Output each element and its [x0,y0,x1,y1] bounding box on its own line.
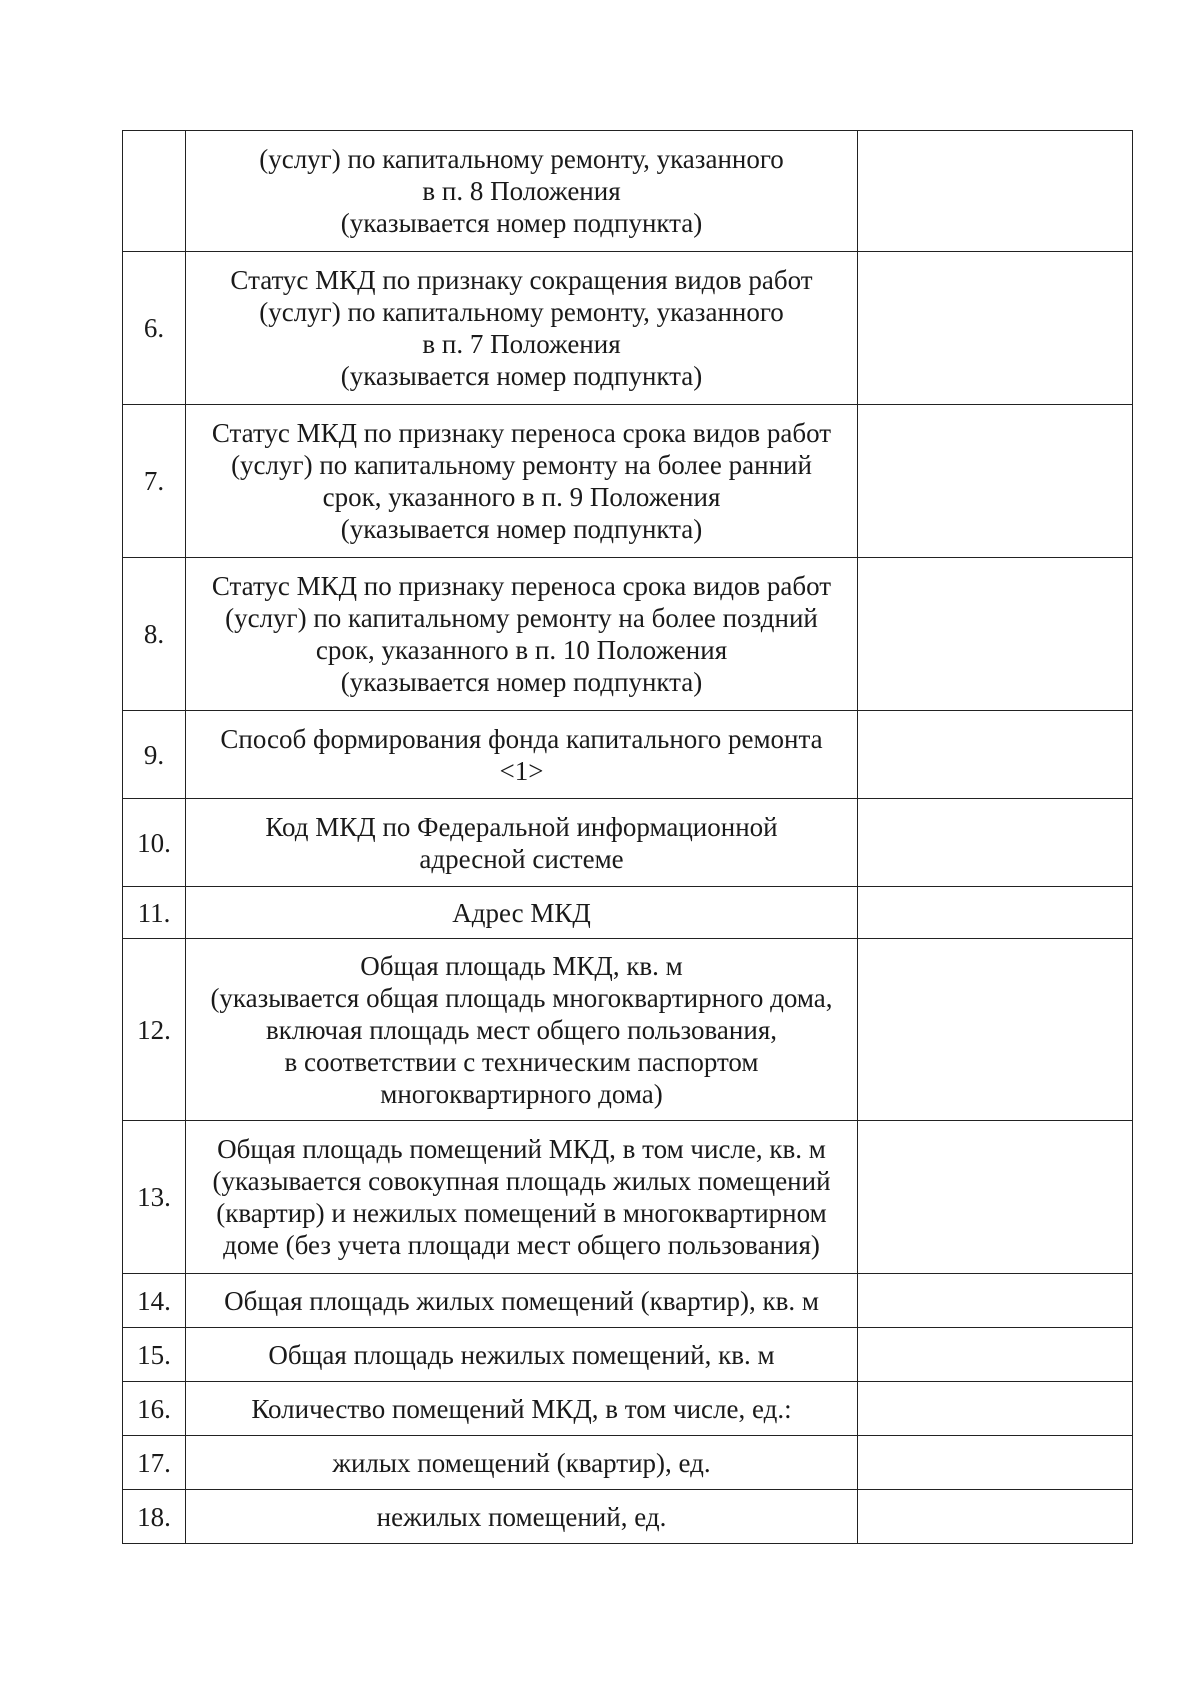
row-value-cell[interactable] [858,887,1133,939]
row-value-cell[interactable] [858,1121,1133,1274]
description-line: Количество помещений МКД, в том числе, ед.: [251,1393,792,1424]
row-description [186,1274,858,1328]
row-number: 18. [123,1490,186,1544]
description-line: в п. 7 Положения [422,329,621,359]
row-value-cell[interactable] [858,131,1133,252]
description-line: (указывается совокупная площадь жилых помещений [212,1166,831,1196]
row-number: 7. [123,405,186,558]
description-line: доме (без учета площади мест общего пользования) [223,1230,820,1260]
table-row [123,558,1133,711]
description-line: Способ формирования фонда капитального ремонта [220,723,823,754]
table-row [123,1328,1133,1382]
table-row [123,405,1133,558]
description-line: адресной системе [419,843,624,874]
table-row [123,887,1133,939]
description-line: Статус МКД по признаку переноса срока видов работ [211,418,832,448]
description-line: Адрес МКД [452,897,591,928]
table-row [123,711,1133,799]
table-row [123,1490,1133,1544]
table-row [123,939,1133,1121]
row-number: 10. [123,799,186,887]
description-line: Общая площадь нежилых помещений, кв. м [268,1339,775,1370]
row-value-cell[interactable] [858,1274,1133,1328]
row-description [186,939,858,1121]
row-description [186,1328,858,1382]
row-value-cell[interactable] [858,939,1133,1121]
description-line: Статус МКД по признаку переноса срока видов работ [211,571,832,601]
row-description [186,252,858,405]
table-row [123,799,1133,887]
row-description [186,1436,858,1490]
description-line: (услуг) по капитальному ремонту, указанного [259,144,784,174]
description-line: в п. 8 Положения [422,176,621,206]
row-number: 6. [123,252,186,405]
description-line: (указывается номер подпункта) [340,667,703,697]
row-value-cell[interactable] [858,558,1133,711]
row-description [186,1121,858,1274]
row-number: 17. [123,1436,186,1490]
description-line: Общая площадь МКД, кв. м [360,950,683,981]
description-line: (указывается общая площадь многоквартирного дома, [210,982,833,1013]
row-number: 12. [123,939,186,1121]
row-number: 9. [123,711,186,799]
description-line: в соответствии с техническим паспортом [284,1046,759,1077]
row-description [186,131,858,252]
passport-table [122,130,1133,1544]
description-line: включая площадь мест общего пользования, [266,1014,777,1045]
row-description [186,405,858,558]
row-number [123,131,186,252]
description-line: срок, указанного в п. 10 Положения [315,635,728,665]
description-line: <1> [499,755,544,786]
table-row [123,1436,1133,1490]
row-number: 15. [123,1328,186,1382]
row-number: 8. [123,558,186,711]
description-line: срок, указанного в п. 9 Положения [322,482,721,512]
description-line: нежилых помещений, ед. [376,1501,667,1532]
description-line: Статус МКД по признаку сокращения видов работ [230,265,813,295]
description-line: Общая площадь жилых помещений (квартир), кв. м [224,1285,819,1316]
description-line: (услуг) по капитальному ремонту, указанного [259,297,784,327]
row-value-cell[interactable] [858,1328,1133,1382]
description-line: многоквартирного дома) [380,1078,663,1109]
description-line: (указывается номер подпункта) [340,361,703,391]
row-description [186,711,858,799]
description-line: Код МКД по Федеральной информационной [265,811,778,842]
row-description [186,887,858,939]
description-line: (услуг) по капитальному ремонту на более ранний [231,450,812,480]
description-line: (квартир) и нежилых помещений в многоквартирном [216,1198,827,1228]
row-value-cell[interactable] [858,799,1133,887]
description-line: (услуг) по капитальному ремонту на более поздний [225,603,818,633]
row-number: 13. [123,1121,186,1274]
row-value-cell[interactable] [858,1382,1133,1436]
row-value-cell[interactable] [858,252,1133,405]
description-line: жилых помещений (квартир), ед. [332,1447,711,1478]
table-row [123,1382,1133,1436]
row-description [186,1382,858,1436]
row-number: 16. [123,1382,186,1436]
description-line: Общая площадь помещений МКД, в том числе, кв. м [217,1134,826,1164]
row-description [186,558,858,711]
row-value-cell[interactable] [858,1490,1133,1544]
description-line: (указывается номер подпункта) [340,514,703,544]
table-row [123,1274,1133,1328]
row-description [186,799,858,887]
row-value-cell[interactable] [858,711,1133,799]
row-number: 14. [123,1274,186,1328]
table-row [123,1121,1133,1274]
table-row [123,252,1133,405]
row-value-cell[interactable] [858,405,1133,558]
row-description [186,1490,858,1544]
table-row [123,131,1133,252]
row-value-cell[interactable] [858,1436,1133,1490]
row-number: 11. [123,887,186,939]
description-line: (указывается номер подпункта) [340,208,703,238]
